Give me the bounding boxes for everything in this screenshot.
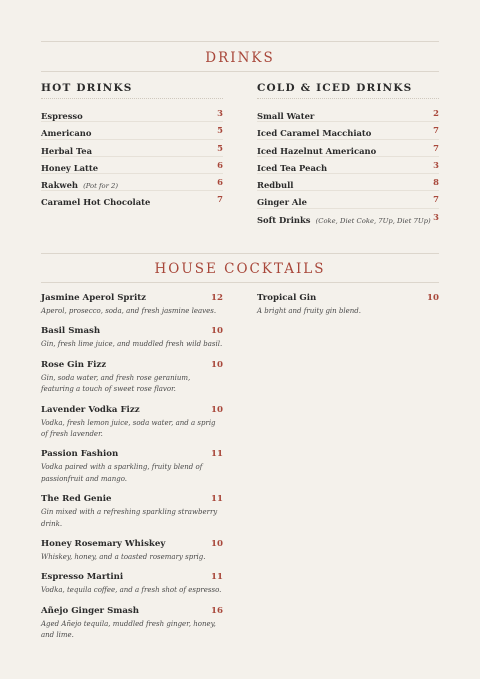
hot-drinks-heading: HOT DRINKS <box>41 82 133 94</box>
cocktail-description: Vodka paired with a sparkling, fruity blend of passionfruit and mango. <box>41 463 203 483</box>
cocktails-title: HOUSE COCKTAILS <box>154 261 326 277</box>
drink-price: 7 <box>433 194 439 205</box>
hot-drinks-list <box>41 105 223 209</box>
drinks-title: DRINKS <box>205 50 275 66</box>
drink-item <box>41 174 223 191</box>
cocktail-price: 10 <box>211 404 223 415</box>
cocktail-name: Lavender Vodka Fizz <box>41 404 140 415</box>
drink-note: (Pot for 2) <box>83 182 119 191</box>
cocktail-price: 10 <box>211 539 223 550</box>
drink-price: 2 <box>433 108 439 118</box>
cold-drinks-list <box>257 105 439 226</box>
top-rule <box>41 41 439 42</box>
drink-note: (Coke, Diet Coke, 7Up, Diet 7Up) <box>315 216 431 225</box>
drink-item <box>41 191 223 208</box>
hot-drinks-divider <box>41 98 223 99</box>
drink-item <box>257 105 439 122</box>
drink-price: 3 <box>433 159 439 170</box>
drink-price: 5 <box>217 125 223 136</box>
drink-name: Espresso <box>41 111 83 121</box>
drink-price: 5 <box>217 142 223 153</box>
cocktail-name: Añejo Ginger Smash <box>41 605 140 616</box>
cocktail-item <box>41 404 223 441</box>
drink-item <box>41 122 223 139</box>
cocktails-title-rule <box>41 282 439 283</box>
cocktail-price: 10 <box>427 293 439 303</box>
cocktails-top-rule <box>41 253 439 254</box>
cocktail-name: Rose Gin Fizz <box>41 359 107 370</box>
cold-drinks-heading: COLD & ICED DRINKS <box>257 82 413 94</box>
cocktail-description: Vodka, tequila coffee, and a fresh shot of espresso. <box>41 586 222 595</box>
drink-item <box>257 157 439 174</box>
cocktail-name: The Red Genie <box>41 494 112 505</box>
cocktail-item <box>41 538 223 563</box>
cocktail-item <box>41 325 223 350</box>
cocktail-price: 11 <box>211 494 223 505</box>
drink-price: 6 <box>217 159 223 170</box>
cocktail-price: 11 <box>211 449 223 460</box>
cocktail-description: Aged Añejo tequila, muddled fresh ginger, honey, and lime. <box>41 619 216 640</box>
drink-name: Ginger Ale <box>257 197 307 208</box>
drink-name: Small Water <box>257 111 315 121</box>
cocktail-item <box>41 493 223 530</box>
drink-name: Soft Drinks <box>257 214 311 225</box>
drink-name: Rakweh <box>41 180 79 191</box>
drink-item <box>257 209 439 226</box>
drink-name: Iced Caramel Macchiato <box>257 128 372 139</box>
cocktail-item <box>257 292 439 317</box>
cocktail-item <box>41 448 223 485</box>
drink-name: Redbull <box>257 180 294 191</box>
cocktail-description: Gin, soda water, and fresh rose geranium, featuring a touch of sweet rose flavor. <box>41 373 191 394</box>
drink-item <box>41 140 223 157</box>
cocktail-item <box>41 292 223 317</box>
drink-price: 3 <box>433 211 439 222</box>
drink-price: 7 <box>217 194 223 205</box>
drink-price: 7 <box>433 142 439 153</box>
drink-name: Honey Latte <box>41 162 99 173</box>
drink-item <box>257 140 439 157</box>
drink-name: Herbal Tea <box>41 145 93 156</box>
cocktail-price: 10 <box>211 326 223 337</box>
drink-name: Caramel Hot Chocolate <box>41 197 151 208</box>
cocktail-price: 10 <box>211 359 223 370</box>
drink-name: Iced Tea Peach <box>257 162 328 173</box>
cocktail-name: Basil Smash <box>41 326 101 337</box>
drink-item <box>41 157 223 174</box>
cocktail-item <box>41 571 223 596</box>
cocktail-item <box>41 605 223 642</box>
drink-item <box>41 105 223 122</box>
cocktail-price: 11 <box>211 572 223 583</box>
drink-price: 3 <box>217 108 223 118</box>
drink-item <box>257 122 439 139</box>
cocktail-description: Vodka, fresh lemon juice, soda water, and a sprig of fresh lavender. <box>41 418 216 439</box>
cocktail-description: Aperol, prosecco, soda, and fresh jasmine leaves. <box>41 307 217 315</box>
cocktail-name: Espresso Martini <box>41 572 124 583</box>
cocktail-price: 16 <box>211 605 223 616</box>
cocktail-description: A bright and fruity gin blend. <box>257 307 361 315</box>
drink-price: 7 <box>433 125 439 136</box>
cocktail-name: Passion Fashion <box>41 449 119 460</box>
cocktail-description: Gin, fresh lime juice, and muddled fresh wild basil. <box>41 340 223 349</box>
drink-price: 8 <box>433 177 439 188</box>
drink-price: 6 <box>217 177 223 188</box>
drink-name: Americano <box>41 128 92 139</box>
cocktail-name: Tropical Gin <box>257 293 317 303</box>
cocktail-name: Honey Rosemary Whiskey <box>41 539 166 550</box>
cocktails-left-column <box>41 292 223 650</box>
drink-item <box>257 174 439 191</box>
cocktail-item <box>41 359 223 396</box>
cold-drinks-divider <box>257 98 439 99</box>
cocktails-right-column <box>257 292 439 325</box>
drinks-title-rule <box>41 71 439 72</box>
cocktail-name: Jasmine Aperol Spritz <box>41 293 147 303</box>
drink-name: Iced Hazelnut Americano <box>257 145 377 156</box>
drink-item <box>257 191 439 208</box>
cocktail-price: 12 <box>211 293 223 303</box>
cocktail-description: Gin mixed with a refreshing sparkling strawberry drink. <box>41 508 218 528</box>
cocktail-description: Whiskey, honey, and a toasted rosemary sprig. <box>41 553 206 562</box>
